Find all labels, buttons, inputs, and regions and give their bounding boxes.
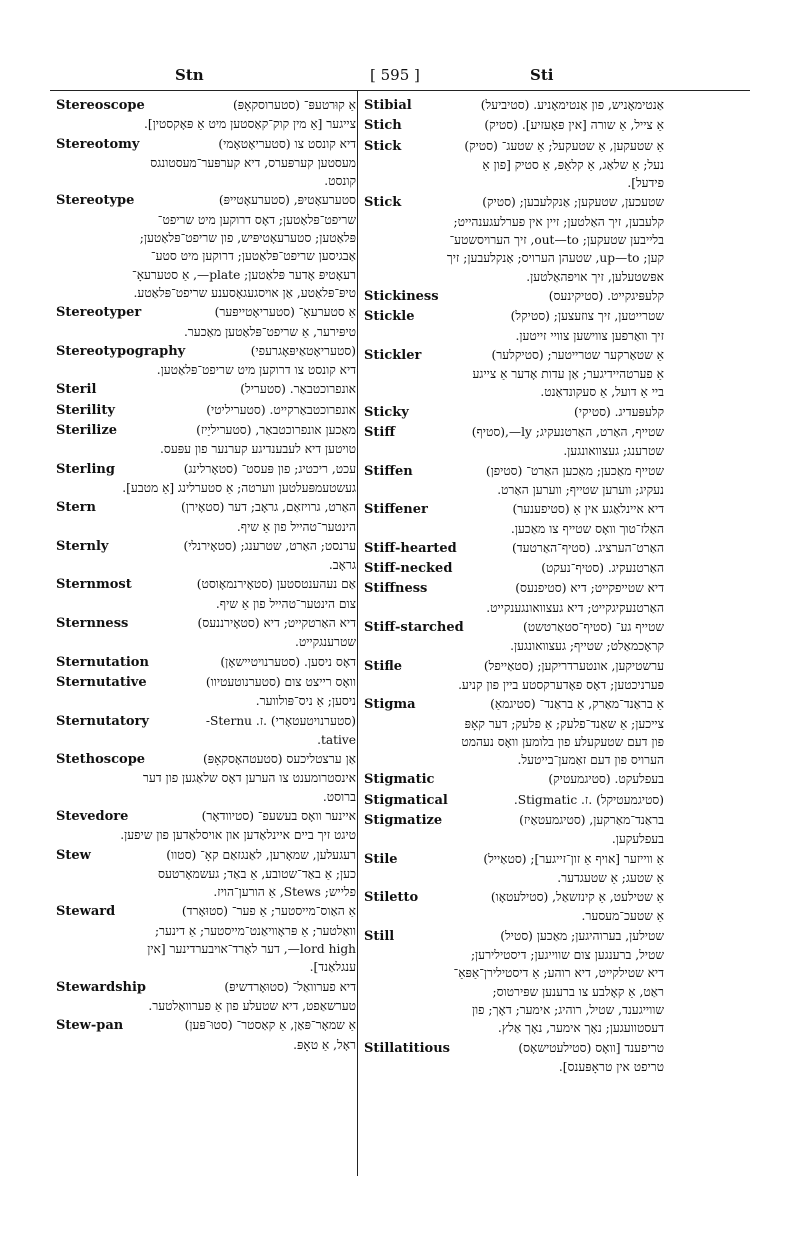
dictionary-entry xyxy=(56,712,356,750)
entry-first-line xyxy=(56,96,356,115)
definition-line: טערשאַפט, דיא שטעלע פון אַ פערוואַלטער. xyxy=(148,998,356,1013)
definition-line: שווייגענד, שטיל, רוהיג; אימער; דאָך; פון xyxy=(471,1002,664,1017)
definition-text: האַרטנעקיג. (סטיף־נעקט) xyxy=(541,561,664,576)
right-column xyxy=(364,96,664,1176)
entry-first-line xyxy=(364,927,664,946)
dictionary-entry xyxy=(56,1016,356,1054)
entry-first-line xyxy=(364,579,664,598)
dictionary-entry xyxy=(56,846,356,902)
definition-text: אַ שטילעט, אַ קינזשאַל, (סטילעטאָו) xyxy=(490,890,664,905)
definition-text: אַ שטאַרקער שטרייטער; (סטיקלער) xyxy=(491,347,664,362)
definition-text: ערשטיקען, אונטערדריקען; (סטאַייפל) xyxy=(483,658,664,673)
dictionary-entry xyxy=(56,303,356,341)
dictionary-entry xyxy=(364,618,664,656)
definition-line: צייכען; אַ שאַנד־פלעק; אַ פלעק; דער קאָפּ xyxy=(464,716,664,731)
dictionary-entry xyxy=(364,559,664,578)
header-right-word: Sti xyxy=(530,66,554,84)
headword: Stevedore xyxy=(56,808,129,824)
definition-text: וואָס רייצט צום (סטערנוטעטיוו) xyxy=(205,674,356,689)
dictionary-entry xyxy=(56,673,356,711)
definition-line: קלעבען, זיך האַלטען; זיין אין פערלעגענהייט; xyxy=(453,214,664,229)
definition-line: קראָכמאַלט; שטייף; געצוואונגען. xyxy=(510,639,664,654)
definition-text: אַ בראַנד־מאַרק, אַ בראַנד־ (סטיגמאַ) xyxy=(490,697,664,712)
headword: Stereotyper xyxy=(56,305,142,321)
entry-first-line xyxy=(56,614,356,633)
dictionary-entry xyxy=(56,614,356,652)
headword: Stethoscope xyxy=(56,752,146,768)
definition-line: געשטעמפּעלטען ווערטה; אַ סטערלינג [אַ מטבע]. xyxy=(122,480,356,495)
definition-line: טיפּירער, אַ שריפט־פּלאַטען מאַכער. xyxy=(183,324,356,339)
definition-line: שטרענג; געצוואונגען. xyxy=(563,444,664,459)
definition-text: שטייף, האַרט, האַרטנעקיג; ly—,(סטיף) xyxy=(471,425,664,440)
definition-text: קלעפּעדיג. (סטיקי) xyxy=(574,404,664,419)
headword: Stigmatize xyxy=(364,812,443,828)
entry-first-line xyxy=(56,498,356,517)
dictionary-entry xyxy=(364,579,664,617)
headword: Stereotypography xyxy=(56,343,186,359)
entry-first-line xyxy=(364,695,664,714)
headword: Stereotype xyxy=(56,193,135,209)
headword: Stiffness xyxy=(364,581,428,597)
dictionary-entry xyxy=(364,116,664,135)
headword: Stereotomy xyxy=(56,136,140,152)
headword: Stiffen xyxy=(364,463,413,479)
definition-line: וואַלטער; אַ פּראָוויאַנט־מייסטער; אַ דינער; xyxy=(154,923,356,938)
definition-line: פידעל]. xyxy=(627,176,664,191)
definition-line: פלייש; Stews, אַ הורען־הויז. xyxy=(213,885,356,900)
dictionary-entry xyxy=(56,191,356,302)
definition-line: הינטער־טהייל פון אַ שיף. xyxy=(236,519,356,534)
column-divider xyxy=(357,91,358,1176)
definition-text: דיא איינלאַגע אין אַ (סטיפענער) xyxy=(512,502,664,517)
entry-first-line xyxy=(56,537,356,556)
headword: Stiff-starched xyxy=(364,620,464,636)
entry-first-line xyxy=(56,342,356,361)
entry-first-line xyxy=(364,791,664,810)
headword: Sternmost xyxy=(56,577,132,593)
dictionary-entry xyxy=(364,403,664,422)
definition-text: סטערעאָטיפּ, (סטערעאָטייפּ) xyxy=(218,193,356,208)
definition-line: tative. xyxy=(317,732,356,747)
entry-first-line xyxy=(56,673,356,692)
definition-line: פּלאַטען; סטערעאָטיפּיש, פון שריפט־פּלאַטען; xyxy=(139,231,356,246)
definition-line: בעפלעקען. xyxy=(611,832,664,847)
entry-first-line xyxy=(364,559,664,578)
headword: Sterilize xyxy=(56,423,117,439)
definition-line: טריפט אין טראָפּענס]. xyxy=(558,1059,664,1074)
definition-line: אַ שטעג; אַ שטעגדער. xyxy=(557,870,664,885)
definition-text: טריפענד [וואָס (סטילעטישאָס) xyxy=(518,1040,664,1055)
definition-line: האַלז־טוך וואָס שטייף צו מאַכען. xyxy=(510,521,664,536)
entry-first-line xyxy=(364,539,664,558)
definition-text: מאַכען אונפרוכטבאַר, (סטעריליַיז) xyxy=(196,423,356,438)
definition-text: אַנטימאָניש, פון אַנטימאָניע. (סטיביעל) xyxy=(480,98,664,112)
entry-first-line xyxy=(364,1039,664,1058)
definition-line: כען; אַ באַד־שטובע, אַ באַד; געשמאָרטעס xyxy=(158,866,356,881)
definition-text: אַ סטערעאָ־ (סטעריאָטייפּער) xyxy=(214,305,356,320)
header-left-word: Stn xyxy=(175,66,204,84)
definition-text: שטייף גע־ (סטיף־סטאַרטשט) xyxy=(523,620,664,635)
entry-first-line xyxy=(56,191,356,210)
dictionary-entry xyxy=(364,137,664,193)
headword: Stillatitious xyxy=(364,1040,450,1056)
headword: Stick xyxy=(364,138,402,154)
headword: Stern xyxy=(56,500,96,516)
headword: Sternutation xyxy=(56,654,149,670)
definition-line: גראָב. xyxy=(328,558,356,573)
headword: Steril xyxy=(56,382,97,398)
definition-line: קונסט. xyxy=(324,174,356,189)
headword: Stiff-necked xyxy=(364,561,453,577)
definition-line: ראָל, אַ טאָפּ. xyxy=(293,1037,356,1052)
definition-line: שטרענגקייט. xyxy=(294,635,356,650)
entry-first-line xyxy=(56,978,356,997)
entry-first-line xyxy=(56,380,356,399)
entry-first-line xyxy=(56,846,356,865)
definition-text: דאָס ניסען. (סטערנויטיישאָן) xyxy=(220,654,356,669)
headword: Steward xyxy=(56,904,116,920)
headword: Stigmatic xyxy=(364,772,435,788)
definition-text: דיא האַרטקייט; דיא (סטאָירננעס) xyxy=(197,616,356,631)
definition-line: האַרטנעקיגקייט; דיא געצוואונגענקייט. xyxy=(486,600,664,615)
dictionary-entry xyxy=(56,750,356,806)
headword: Sticky xyxy=(364,404,409,420)
definition-line: ראַט, אַ קאָלבע צו ברענען שפּירטוס; xyxy=(492,984,664,999)
definition-line: אַ שטעכ־מעסער. xyxy=(581,909,664,924)
dictionary-entry xyxy=(56,342,356,380)
definition-line: צייגער [אַ מין קוק־קאַסטען מיט אַ פּאָקסטין]. xyxy=(143,117,356,132)
definition-line: נעל; אַ שלאַג, אַ קלאַפּ, אַ סטיק [פון אַ xyxy=(482,157,664,172)
definition-text: שטעכען, שטעקען; אַנקלעבען; (סטיק) xyxy=(482,195,664,210)
headword: Stile xyxy=(364,851,398,867)
dictionary-entry xyxy=(364,423,664,461)
definition-text: אונפרוכטבאַר. (סטעריל) xyxy=(240,382,356,397)
entry-first-line xyxy=(56,653,356,672)
entry-first-line xyxy=(56,303,356,322)
headword: Stickle xyxy=(364,309,415,325)
entry-first-line xyxy=(56,575,356,594)
dictionary-entry xyxy=(364,850,664,888)
definition-text: דיא קונסט צו (סטעריאָטאָמי) xyxy=(218,136,356,151)
dictionary-entry xyxy=(364,657,664,695)
definition-text: אַ צייל, אַ שורה [אין פּאָעזיע]. (סטיק) xyxy=(484,118,664,133)
entry-first-line xyxy=(364,193,664,212)
entry-first-line xyxy=(364,116,664,135)
dictionary-entry xyxy=(56,902,356,976)
headword: Stifle xyxy=(364,658,403,674)
entry-first-line xyxy=(364,618,664,637)
definition-line: קען; up—to, שטעהן הערויס; אַנקלעבען; זיך xyxy=(446,251,664,266)
headword: Stigmatical xyxy=(364,792,448,808)
definition-text: אַ קוּרטעפּ־ (סטערוסקאָפּ) xyxy=(233,98,356,112)
definition-line: lord high—, דער לאָרד־אויבערדינער [אין xyxy=(147,942,356,957)
headword: Stickiness xyxy=(364,288,439,304)
definition-line: פון דעם שטעקעלע פון בלומען וואָס נעהמט xyxy=(461,734,664,749)
entry-first-line xyxy=(56,1016,356,1035)
definition-line: טיפּ־פּלאַטע, אַן אויסגעגאָסענע שריפט־פּלאַטע. xyxy=(133,285,356,300)
headword: Sternutative xyxy=(56,674,147,690)
definition-text: אַם נעהענטסטען (סטאָירנמאָוסט) xyxy=(196,577,356,592)
definition-line: אַבגיסען שריפט־פּלאַטען; דרוקען מיט סטע־ xyxy=(150,249,356,264)
entry-first-line xyxy=(364,137,664,156)
header-rule xyxy=(50,90,750,91)
dictionary-entry xyxy=(364,287,664,306)
entry-first-line xyxy=(364,500,664,519)
entry-first-line xyxy=(56,460,356,479)
dictionary-entry xyxy=(56,421,356,459)
dictionary-entry xyxy=(364,791,664,810)
dictionary-entry xyxy=(56,498,356,536)
dictionary-entry xyxy=(56,135,356,191)
headword: Sternness xyxy=(56,616,129,632)
entry-first-line xyxy=(364,423,664,442)
headword: Stiff xyxy=(364,425,396,441)
dictionary-entry xyxy=(56,537,356,575)
headword: Stick xyxy=(364,195,402,211)
headword: Stiffener xyxy=(364,502,428,518)
entry-first-line xyxy=(364,850,664,869)
entry-first-line xyxy=(56,135,356,154)
entry-first-line xyxy=(364,770,664,789)
definition-line: פערניכטען; דאָס פאָדערקסטע ביין פון קניע. xyxy=(458,677,664,692)
definition-text: דיא פערוואַל־ (סטוּאָרדשיפּ) xyxy=(224,979,356,994)
definition-line: שריפט־פּלאַטען; דאָס דרוקען מיט שריפט־ xyxy=(157,212,356,227)
headword: Sternutatory xyxy=(56,713,149,729)
definition-text: בראַנד־מאַרקען, (סטיגמעטאַיז) xyxy=(519,812,664,827)
entry-first-line xyxy=(364,96,664,115)
dictionary-entry xyxy=(364,193,664,285)
definition-line: דיא קונסט צו דרוקען מיט שריפט־פּלאַטען. xyxy=(156,363,356,378)
headword: Stich xyxy=(364,118,402,134)
headword: Stibial xyxy=(364,98,412,113)
definition-line: ניסען; אַ ניס־פּולווער. xyxy=(255,694,356,709)
entry-first-line xyxy=(56,807,356,826)
definition-line: צום הינטער־טהייל פון אַ שיף. xyxy=(215,596,356,611)
definition-text: אַן ערצטליכעס (סטעטהאָסקאָפּ) xyxy=(202,752,356,767)
dictionary-entry xyxy=(364,695,664,769)
page-number: [ 595 ] xyxy=(370,66,420,84)
definition-text: (סטעריאָטאַיפּאָגרעפי) xyxy=(250,343,356,358)
definition-line: טויטען דיא לעבענדיגע קערנער פון עפּעס. xyxy=(160,442,356,457)
definition-line: בלייבען שטעקען; out—to, זיך הערויסשטע־ xyxy=(449,233,664,248)
definition-line: דעסטוועגען; נאָך אימער, נאָך אַלץ. xyxy=(497,1021,664,1036)
definition-text: עכט, ריכטיג; פון פּעסט־ (סטאָרלינג) xyxy=(183,461,356,476)
definition-line: שטיל, ברענגען צום שווייגען; דיסטילירען; xyxy=(470,948,664,963)
definition-text: האַרט־הערציג. (סטיף־האַרטעד) xyxy=(512,540,664,555)
definition-text: שטייף מאַכען; מאַכען האַרט־ (סטיפן) xyxy=(485,463,664,478)
definition-text: בעפלעקט. (סטיגמעטיק) xyxy=(548,772,664,787)
definition-line: נעקיג; ווערען שטייף; ווערען האַרט. xyxy=(497,482,664,497)
definition-text: איינער וואָס בעשעפ־ (סטיוודאָר) xyxy=(201,808,356,823)
headword: Stewardship xyxy=(56,979,147,995)
definition-text: קלעפּיגקייט. (סטיקינעס) xyxy=(548,288,664,303)
definition-text: אונפרוכטבאַרקייט. (סטעריליטי) xyxy=(206,402,356,417)
definition-text: (סטיגמעטיקל) .ז. Stigmatic. xyxy=(513,792,664,807)
dictionary-entry xyxy=(364,346,664,402)
running-head xyxy=(50,66,750,88)
definition-line: אפּשטעלען, זיך אויפהאַלטען. xyxy=(526,269,664,284)
entry-first-line xyxy=(364,346,664,365)
headword: Stew xyxy=(56,847,91,863)
dictionary-entry xyxy=(56,653,356,672)
definition-text: אַ האַוס־מייסטער; אַ פער־ (סטוּאָרד) xyxy=(181,904,356,919)
dictionary-entry xyxy=(56,575,356,613)
headword: Sternly xyxy=(56,538,109,554)
definition-line: ענגלאַנד]. xyxy=(309,960,356,975)
definition-line: רעאָטיפּ אָדער פּלאַטען; plate—, אַ סטערעאָ־ xyxy=(132,267,356,282)
entry-first-line xyxy=(364,811,664,830)
headword: Still xyxy=(364,928,395,944)
dictionary-entry xyxy=(364,96,664,115)
definition-text: (סטערנויטעטאָרי) .ז. Sternu- xyxy=(205,713,356,728)
entry-first-line xyxy=(364,403,664,422)
definition-line: טיגט זיך ביים איינלאַדען און אויסלאַדען פון שיפען. xyxy=(120,828,356,843)
definition-text: רעגעלען, שמאָרען, לאַנגזאַם קאָ־ (סטוו) xyxy=(166,847,356,862)
dictionary-entry xyxy=(364,927,664,1038)
definition-text: אַ ווייזער [אויף אַ זון־זייגער]; (סטאַייל) xyxy=(483,851,664,866)
dictionary-entry xyxy=(56,807,356,845)
dictionary-entry xyxy=(56,460,356,498)
definition-line: ברוסט. xyxy=(322,789,356,804)
dictionary-entry xyxy=(364,500,664,538)
headword: Sterling xyxy=(56,461,115,477)
dictionary-entry xyxy=(364,888,664,926)
definition-line: דיא שטילקייט, דיא רוהע; אַ דיסטילירן־אַפּאַ־ xyxy=(453,966,664,981)
definition-text: ערנסט; האַרט, שטרענג; (סטאָירנלי) xyxy=(183,538,356,553)
entry-first-line xyxy=(364,462,664,481)
entry-first-line xyxy=(364,287,664,306)
headword: Stereoscope xyxy=(56,98,145,113)
headword: Stew-pan xyxy=(56,1018,124,1034)
headword: Stiletto xyxy=(364,890,419,906)
entry-first-line xyxy=(56,421,356,440)
headword: Stickler xyxy=(364,347,422,363)
definition-line: ביי אַ דועל, אַ סעקונדאַנט. xyxy=(540,385,664,400)
definition-text: שטרייטען, זיך צוזעצען; (סטיקל) xyxy=(510,309,664,324)
entry-first-line xyxy=(364,657,664,676)
entry-first-line xyxy=(364,888,664,907)
dictionary-entry xyxy=(364,307,664,345)
headword: Stiff-hearted xyxy=(364,540,457,556)
dictionary-entry xyxy=(364,539,664,558)
definition-line: אינסטרומענט צו הערען דאָס שלאַגען פון דער xyxy=(142,771,356,786)
definition-line: אַ פערטהיידיגער; אַן עדות אָדער אַ צייגע xyxy=(472,367,664,382)
headword: Sterility xyxy=(56,402,115,418)
dictionary-entry xyxy=(56,96,356,134)
left-column xyxy=(56,96,356,1176)
dictionary-entry xyxy=(364,811,664,849)
dictionary-entry xyxy=(364,462,664,500)
dictionary-entry xyxy=(56,978,356,1016)
dictionary-entry xyxy=(56,380,356,399)
dictionary-entry xyxy=(364,770,664,789)
definition-text: אַ שטעקען, אַ שטעקעל; אַ שטעג־ (סטיק) xyxy=(464,138,664,153)
dictionary-entry xyxy=(364,1039,664,1077)
headword: Stigma xyxy=(364,697,416,713)
entry-first-line xyxy=(56,902,356,921)
dictionary-entry xyxy=(56,401,356,420)
definition-text: דיא שטייפקייט; דיא (סטיפנעס) xyxy=(515,581,664,596)
definition-text: האַרט, גרויזאַם, גראָב; דער (סטאָירן) xyxy=(180,500,356,515)
definition-line: מעסטען קערפּערס, דיא קערפּער־מעסטונגס xyxy=(150,155,356,170)
definition-text: אַ שמאָר־פּאַן, אַ קאַסטר־ (סטוּ־פּען) xyxy=(184,1018,356,1033)
definition-line: הערויס פון דעם זאַמען־בייטעל. xyxy=(517,753,664,768)
definition-text: שטילען, בערוהיגען; מאַכען (סטיל) xyxy=(500,928,664,943)
entry-first-line xyxy=(364,307,664,326)
definition-line: זיך וואַרפען צווישען צוויי זייטען. xyxy=(515,328,664,343)
entry-first-line xyxy=(56,712,356,731)
entry-first-line xyxy=(56,750,356,769)
entry-first-line xyxy=(56,401,356,420)
